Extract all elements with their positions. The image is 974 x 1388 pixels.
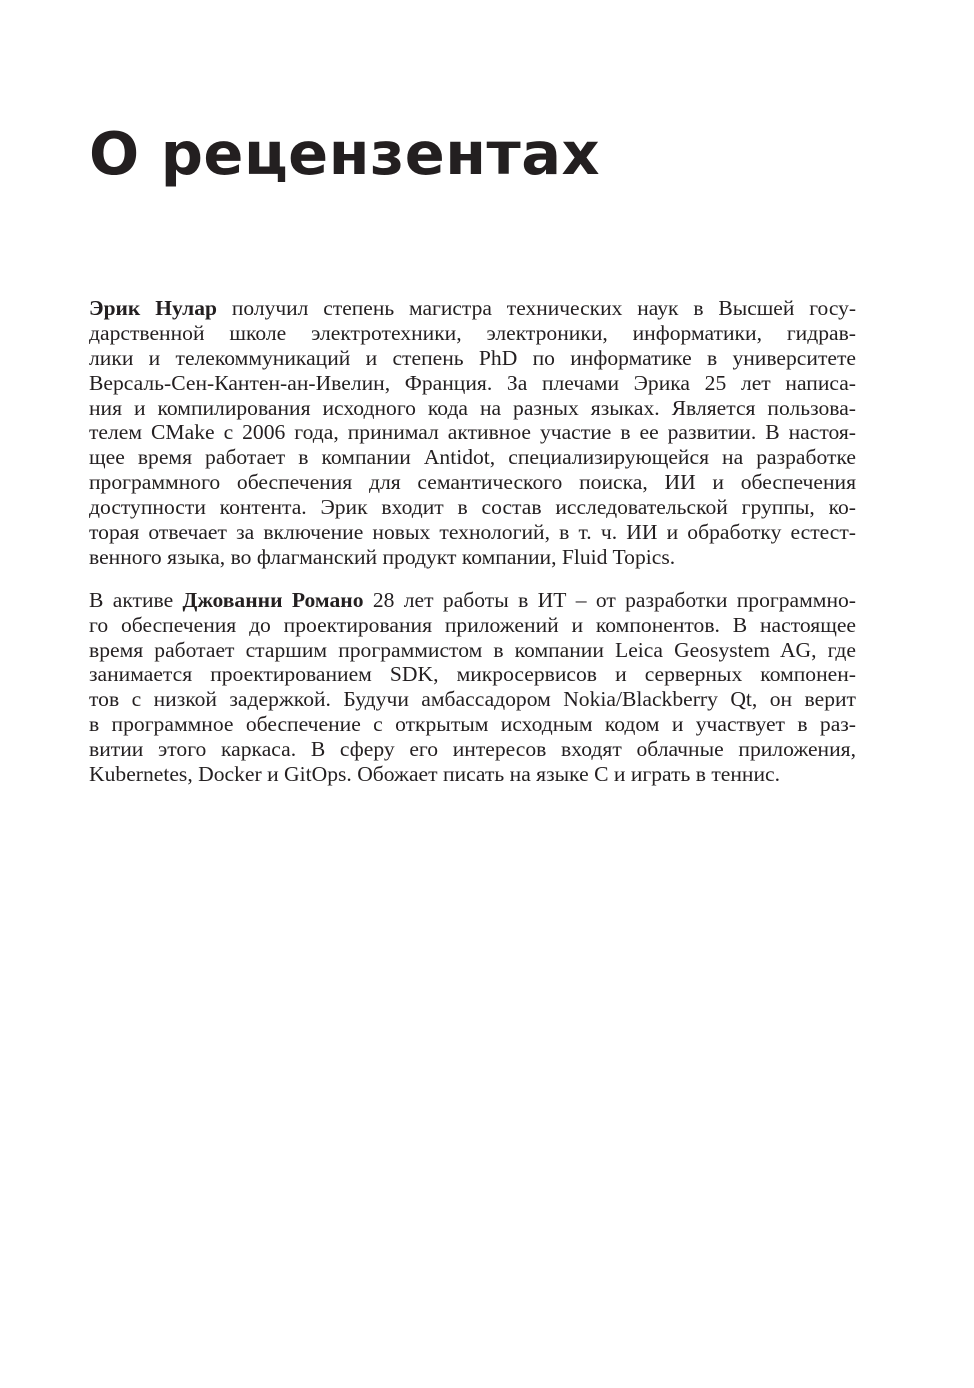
text-line: го обеспечения до проектирования приложений и компонентов. В настоящее <box>89 612 856 637</box>
text-line: ния и компилирования исходного кода на разных языках. Является пользова- <box>89 395 856 420</box>
page-title: О рецензентах <box>89 119 601 188</box>
text-line: доступности контента. Эрик входит в состав исследовательской группы, ко- <box>89 495 856 520</box>
text-line: Kubernetes, Docker и GitOps. Обожает писать на языке C и играть в теннис. <box>89 762 781 787</box>
text-line: торая отвечает за включение новых технологий, в т. ч. ИИ и обработку естест- <box>89 520 856 545</box>
text-line: дарственной школе электротехники, электроники, информатики, гидрав- <box>89 320 856 345</box>
text-line <box>89 588 856 613</box>
reviewer-paragraph-nular <box>89 296 856 570</box>
text-line: время работает старшим программистом в компании Leica Geosystem AG, где <box>89 637 856 662</box>
text-fragment: 28 лет работы в ИТ – от разработки программно- <box>363 587 856 612</box>
text-line: лики и телекоммуникаций и степень PhD по информатике в университете <box>89 345 856 370</box>
reviewer-name: Эрик Нулар <box>89 296 217 320</box>
text-line: венного языка, во флагманский продукт компании, Fluid Topics. <box>89 544 676 569</box>
reviewer-paragraph-romano <box>89 588 856 787</box>
paragraph-gap <box>89 570 856 588</box>
text-line: программного обеспечения для семантического поиска, ИИ и обеспечения <box>89 470 856 495</box>
reviewer-name: Джованни Романо <box>182 587 364 612</box>
reviewers-text <box>89 296 856 787</box>
text-line: щее время работает в компании Antidot, специализирующейся на разработке <box>89 445 856 470</box>
text-line: тов с низкой задержкой. Будучи амбассадором Nokia/Blackberry Qt, он верит <box>89 687 856 712</box>
text-line: занимается проектированием SDK, микросервисов и серверных компонен- <box>89 662 856 687</box>
text-line: витии этого каркаса. В сферу его интересов входят облачные приложения, <box>89 737 856 762</box>
text-line: телем CMake с 2006 года, принимал активное участие в ее развитии. В настоя- <box>89 420 856 445</box>
text-line: в программное обеспечение с открытым исходным кодом и участвует в раз- <box>89 712 856 737</box>
text-fragment: В активе <box>89 587 183 612</box>
text-fragment: получил степень магистра технических наук в Высшей госу- <box>216 296 856 320</box>
text-line: Версаль-Сен-Кантен-ан-Ивелин, Франция. За плечами Эрика 25 лет написа- <box>89 370 856 395</box>
text-line <box>89 296 856 321</box>
